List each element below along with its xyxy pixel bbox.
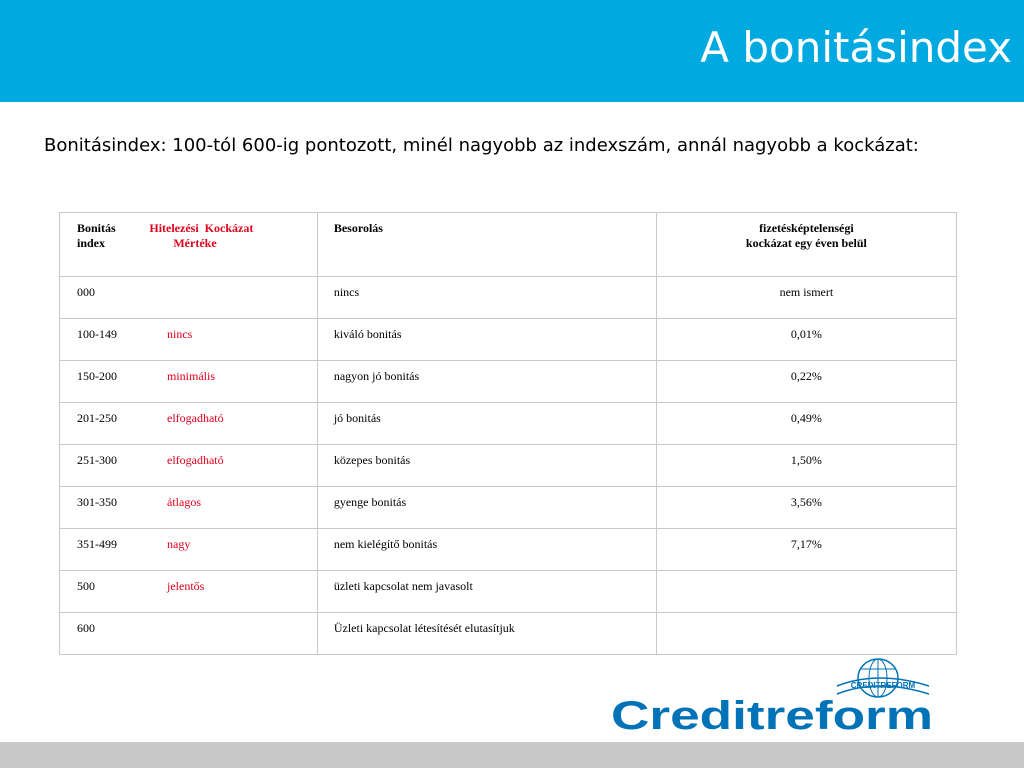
header-risk-cell [656,213,956,277]
row-rating: üzleti kapcsolat nem javasolt [333,579,473,593]
row-rating: jó bonitás [333,411,381,425]
row-risk-percent: 0,22% [790,369,822,383]
row-risk-percent: nem ismert [779,285,834,299]
row-risk-percent: 0,49% [790,411,822,425]
header-besorolas-cell [317,213,656,277]
row-risk-level: átlagos [167,495,201,509]
row-rating: nagyon jó bonitás [333,369,420,383]
globe-icon [837,659,929,697]
row-index: 351-499 [77,537,117,551]
logo-wordmark: Creditreform [611,694,933,738]
bonitas-table [59,212,957,655]
row-index: 150-200 [77,369,117,383]
row-rating: Üzleti kapcsolat létesítését elutasítjuk [333,621,515,635]
row-index: 600 [77,621,95,635]
header-index: index [77,236,106,250]
row-risk-percent: 1,50% [790,453,822,467]
row-risk-level: jelentős [167,579,205,593]
table-row [60,487,957,529]
slide-title: A bonitásindex [700,23,1012,72]
header-bonitas: Bonitás [77,221,116,235]
row-index: 201-250 [77,411,117,425]
header-hitelezesi-kockazat: Hitelezési Kockázat [149,221,254,235]
row-risk-level: nagy [167,537,191,551]
table-header-row [60,213,957,277]
row-risk-percent: 0,01% [790,327,822,341]
header-merteke: Mértéke [173,236,217,250]
row-risk-percent [657,613,956,621]
table-row [60,361,957,403]
row-risk-level: elfogadható [167,453,224,467]
table-row [60,445,957,487]
row-risk-percent: 7,17% [790,537,822,551]
row-rating: nem kielégítő bonitás [333,537,438,551]
footer-bar [0,742,1024,768]
header-risk: fizetésképtelenségi kockázat egy éven belül [745,221,867,250]
creditreform-logo [608,656,968,740]
row-index: 251-300 [77,453,117,467]
row-index: 500 [77,579,95,593]
row-risk-percent: 3,56% [790,495,822,509]
row-rating: kiváló bonitás [333,327,402,341]
row-index: 301-350 [77,495,117,509]
intro-text: Bonitásindex: 100-tól 600-ig pontozott, minél nagyobb az indexszám, annál nagyobb a kockázat: [44,135,919,156]
table-row [60,277,957,319]
table-row [60,403,957,445]
table-row [60,571,957,613]
row-risk-level: minimális [167,369,215,383]
header-index-cell [60,213,318,277]
row-rating: nincs [333,285,360,299]
row-index: 100-149 [77,327,117,341]
logo-badge-text: CREDITREFORM [850,681,916,690]
title-bar [0,0,1024,102]
row-risk-percent [657,571,956,579]
row-rating: gyenge bonitás [333,495,407,509]
table-row [60,529,957,571]
creditreform-logo-graphic [608,656,968,740]
row-risk-level: elfogadható [167,411,224,425]
row-index: 000 [77,285,95,299]
header-besorolas: Besorolás [333,221,383,235]
row-risk-level: nincs [167,327,193,341]
table-row [60,319,957,361]
table-row [60,613,957,655]
row-rating: közepes bonitás [333,453,411,467]
